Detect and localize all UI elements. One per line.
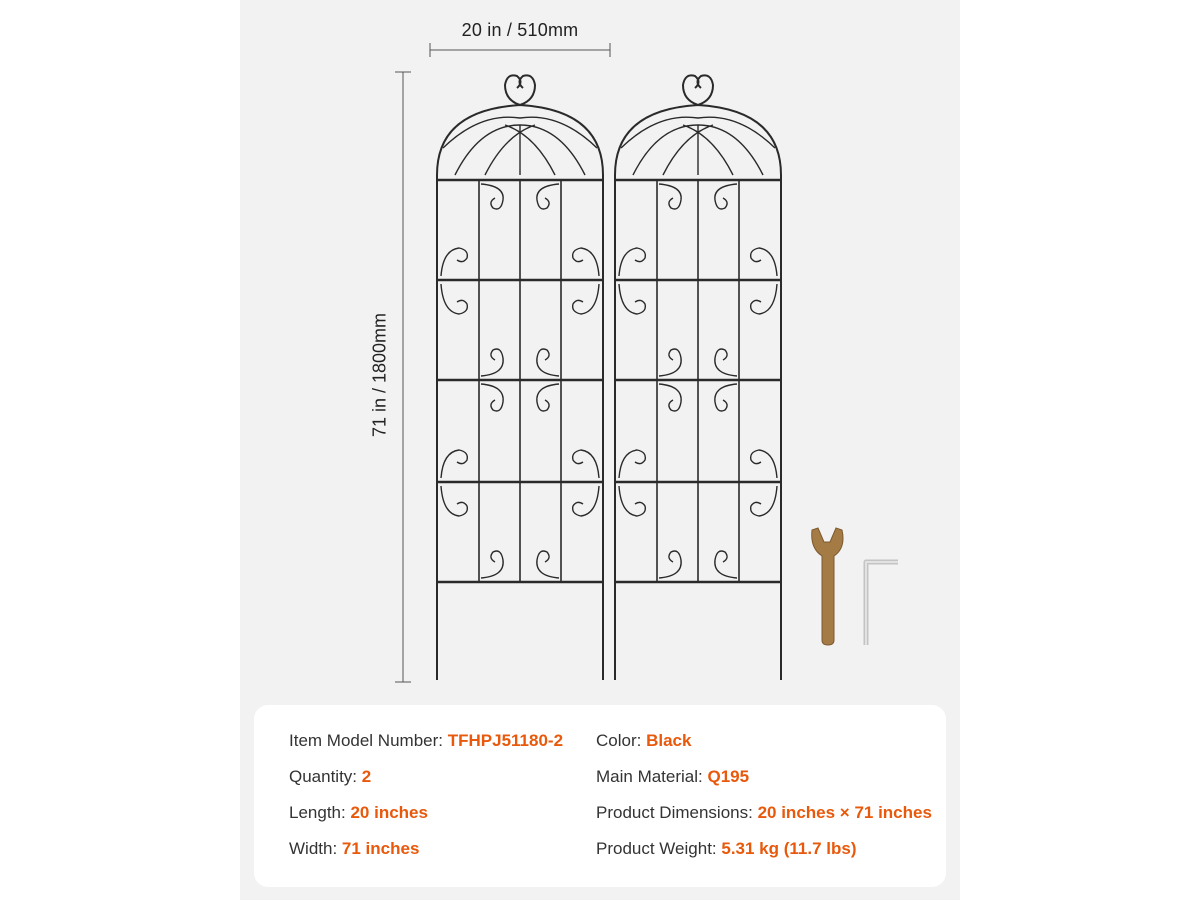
spec-label: Quantity: bbox=[289, 767, 358, 786]
height-dimension-line bbox=[395, 72, 411, 682]
spec-color bbox=[596, 731, 691, 751]
spec-value: Black bbox=[646, 731, 692, 750]
spec-length bbox=[289, 803, 428, 823]
spec-value: 2 bbox=[361, 767, 372, 786]
spec-material bbox=[596, 767, 749, 787]
height-dimension-label: 71 in / 1800mm bbox=[369, 312, 390, 438]
spec-label: Item Model Number: bbox=[289, 731, 443, 750]
spec-quantity bbox=[289, 767, 371, 787]
trellis-panel-2 bbox=[615, 75, 781, 680]
spec-value: TFHPJ51180-2 bbox=[447, 731, 564, 750]
spec-width bbox=[289, 839, 419, 859]
spec-label: Main Material: bbox=[596, 767, 703, 786]
spec-label: Color: bbox=[596, 731, 642, 750]
spec-value: Q195 bbox=[707, 767, 750, 786]
allen-key-icon bbox=[866, 562, 898, 645]
spec-label: Product Dimensions: bbox=[596, 803, 753, 822]
spec-value: 20 inches × 71 inches bbox=[757, 803, 932, 822]
spec-dimensions bbox=[596, 803, 932, 823]
width-dimension-label: 20 in / 510mm bbox=[461, 20, 579, 40]
spec-model-number bbox=[289, 731, 563, 751]
spec-label: Length: bbox=[289, 803, 346, 822]
spec-value: 5.31 kg (11.7 lbs) bbox=[721, 839, 857, 858]
spec-weight bbox=[596, 839, 857, 859]
width-dimension-line bbox=[430, 43, 610, 57]
wrench-icon bbox=[812, 528, 843, 645]
spec-label: Product Weight: bbox=[596, 839, 717, 858]
trellis-panel-1 bbox=[437, 75, 603, 680]
spec-label: Width: bbox=[289, 839, 338, 858]
spec-value: 20 inches bbox=[350, 803, 428, 822]
spec-value: 71 inches bbox=[341, 839, 420, 858]
